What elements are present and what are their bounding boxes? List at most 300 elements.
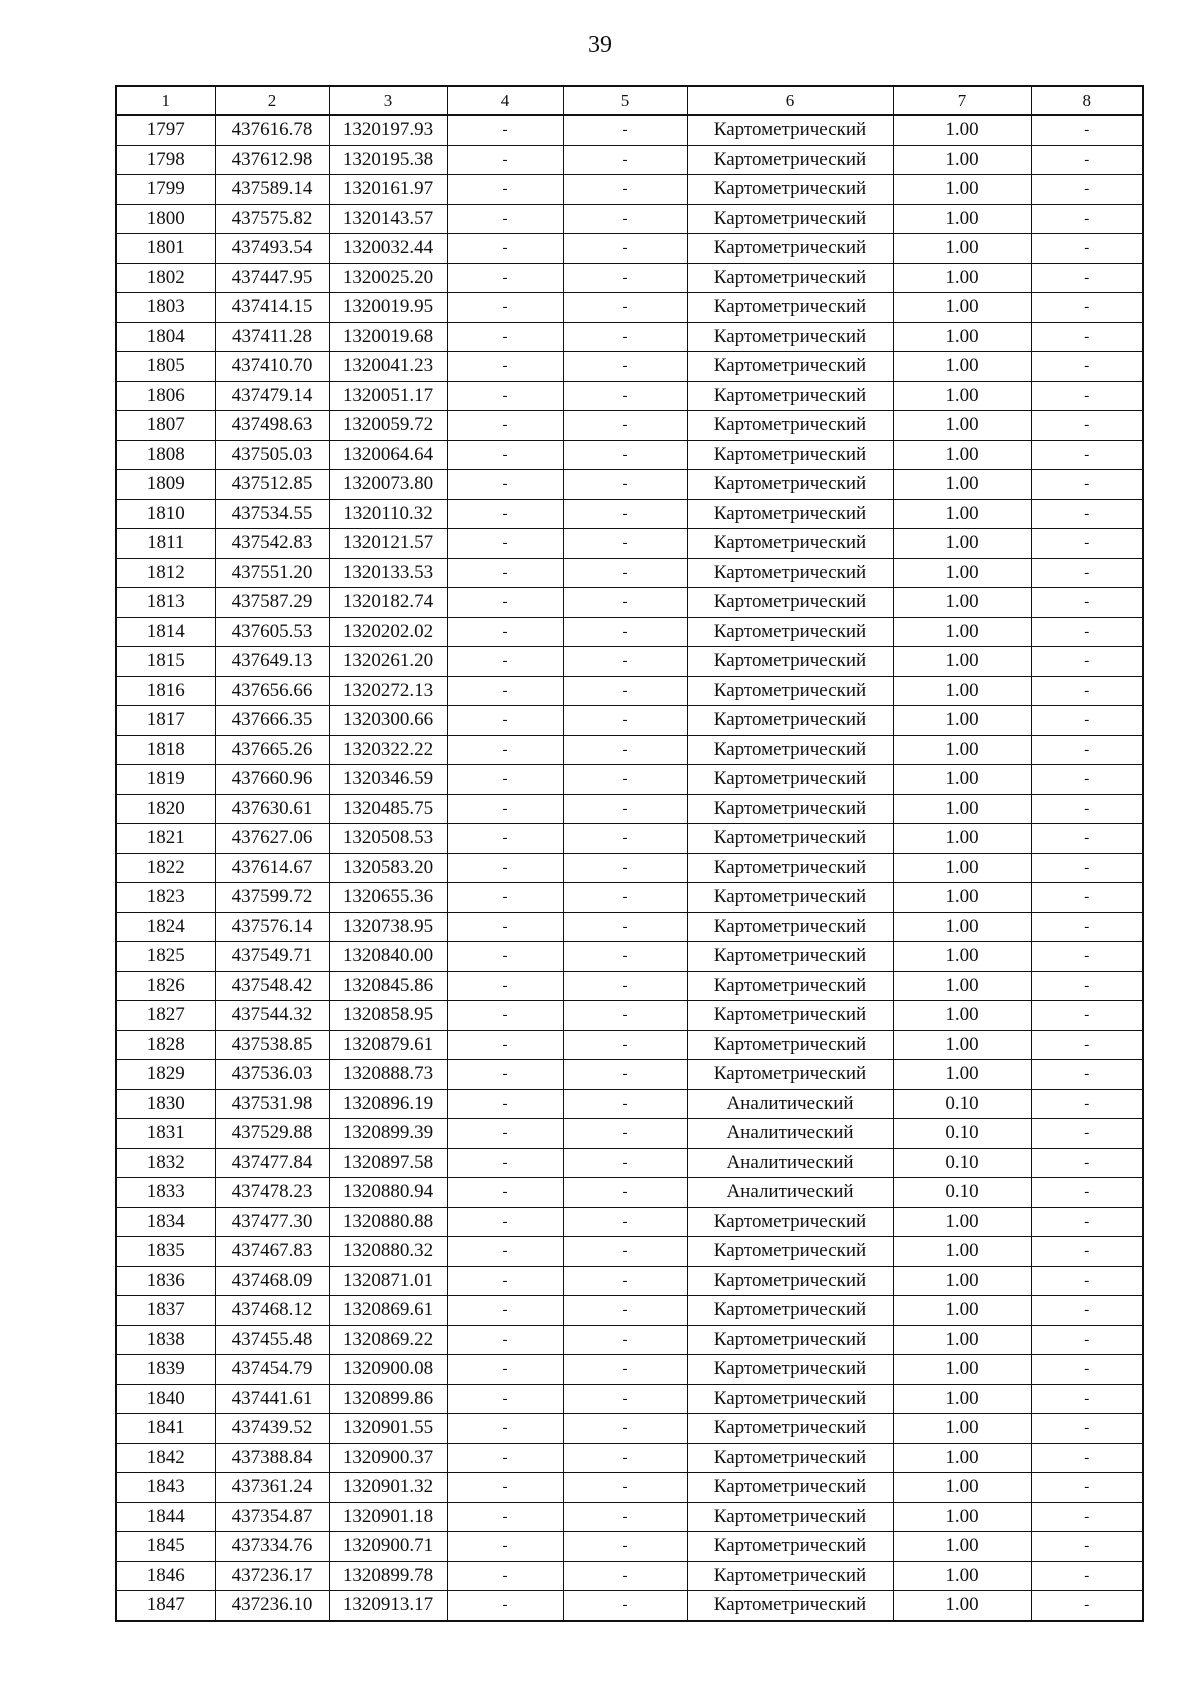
col-5-value-cell: -: [563, 381, 687, 411]
col-5-value-cell: -: [563, 263, 687, 293]
method-cell: Картометрический: [687, 735, 893, 765]
col-4-value-cell: -: [447, 794, 563, 824]
x-coordinate-cell: 437549.71: [215, 942, 329, 972]
table-row: [116, 1414, 1143, 1444]
x-coordinate-cell: 437616.78: [215, 115, 329, 145]
col-4-value-cell: -: [447, 1089, 563, 1119]
col-8-value-cell: -: [1031, 1178, 1143, 1208]
col-4-value-cell: -: [447, 1355, 563, 1385]
col-8-value-cell: -: [1031, 1443, 1143, 1473]
col-4-value-cell: -: [447, 175, 563, 205]
table-row: [116, 706, 1143, 736]
col-4-value-cell: -: [447, 1296, 563, 1326]
point-number-cell: 1818: [116, 735, 215, 765]
y-coordinate-cell: 1320346.59: [329, 765, 447, 795]
point-number-cell: 1809: [116, 470, 215, 500]
x-coordinate-cell: 437354.87: [215, 1502, 329, 1532]
y-coordinate-cell: 1320901.18: [329, 1502, 447, 1532]
table-row: [116, 1591, 1143, 1621]
table-row: [116, 499, 1143, 529]
accuracy-cell: 1.00: [893, 1443, 1031, 1473]
table-row: [116, 617, 1143, 647]
table-row: [116, 558, 1143, 588]
method-cell: Картометрический: [687, 440, 893, 470]
col-8-value-cell: -: [1031, 1473, 1143, 1503]
col-5-value-cell: -: [563, 794, 687, 824]
table-row: [116, 263, 1143, 293]
y-coordinate-cell: 1320738.95: [329, 912, 447, 942]
method-cell: Картометрический: [687, 824, 893, 854]
column-header: 1: [116, 86, 215, 115]
col-4-value-cell: -: [447, 1148, 563, 1178]
point-number-cell: 1824: [116, 912, 215, 942]
point-number-cell: 1845: [116, 1532, 215, 1562]
x-coordinate-cell: 437411.28: [215, 322, 329, 352]
col-5-value-cell: -: [563, 1148, 687, 1178]
method-cell: Картометрический: [687, 647, 893, 677]
x-coordinate-cell: 437531.98: [215, 1089, 329, 1119]
point-number-cell: 1821: [116, 824, 215, 854]
table-row: [116, 1296, 1143, 1326]
point-number-cell: 1816: [116, 676, 215, 706]
point-number-cell: 1836: [116, 1266, 215, 1296]
accuracy-cell: 1.00: [893, 735, 1031, 765]
accuracy-cell: 1.00: [893, 676, 1031, 706]
col-4-value-cell: -: [447, 322, 563, 352]
table-row: [116, 853, 1143, 883]
col-5-value-cell: -: [563, 1591, 687, 1621]
point-number-cell: 1813: [116, 588, 215, 618]
point-number-cell: 1806: [116, 381, 215, 411]
col-4-value-cell: -: [447, 470, 563, 500]
col-4-value-cell: -: [447, 115, 563, 145]
table-row: [116, 293, 1143, 323]
y-coordinate-cell: 1320899.39: [329, 1119, 447, 1149]
col-4-value-cell: -: [447, 1473, 563, 1503]
point-number-cell: 1815: [116, 647, 215, 677]
col-8-value-cell: -: [1031, 1060, 1143, 1090]
table-row: [116, 824, 1143, 854]
accuracy-cell: 1.00: [893, 1532, 1031, 1562]
col-8-value-cell: -: [1031, 381, 1143, 411]
method-cell: Картометрический: [687, 1591, 893, 1621]
method-cell: Картометрический: [687, 971, 893, 1001]
y-coordinate-cell: 1320840.00: [329, 942, 447, 972]
col-8-value-cell: -: [1031, 1001, 1143, 1031]
method-cell: Картометрический: [687, 588, 893, 618]
column-header: 6: [687, 86, 893, 115]
col-8-value-cell: -: [1031, 1148, 1143, 1178]
point-number-cell: 1828: [116, 1030, 215, 1060]
y-coordinate-cell: 1320901.55: [329, 1414, 447, 1444]
x-coordinate-cell: 437478.23: [215, 1178, 329, 1208]
col-4-value-cell: -: [447, 529, 563, 559]
point-number-cell: 1844: [116, 1502, 215, 1532]
col-5-value-cell: -: [563, 1119, 687, 1149]
x-coordinate-cell: 437538.85: [215, 1030, 329, 1060]
x-coordinate-cell: 437441.61: [215, 1384, 329, 1414]
col-8-value-cell: -: [1031, 263, 1143, 293]
x-coordinate-cell: 437627.06: [215, 824, 329, 854]
x-coordinate-cell: 437534.55: [215, 499, 329, 529]
col-5-value-cell: -: [563, 706, 687, 736]
accuracy-cell: 1.00: [893, 234, 1031, 264]
table-row: [116, 1237, 1143, 1267]
col-8-value-cell: -: [1031, 1355, 1143, 1385]
y-coordinate-cell: 1320880.94: [329, 1178, 447, 1208]
table-row: [116, 1089, 1143, 1119]
point-number-cell: 1804: [116, 322, 215, 352]
method-cell: Картометрический: [687, 145, 893, 175]
col-4-value-cell: -: [447, 1119, 563, 1149]
point-number-cell: 1834: [116, 1207, 215, 1237]
accuracy-cell: 1.00: [893, 352, 1031, 382]
accuracy-cell: 1.00: [893, 617, 1031, 647]
col-4-value-cell: -: [447, 942, 563, 972]
col-8-value-cell: -: [1031, 794, 1143, 824]
accuracy-cell: 1.00: [893, 942, 1031, 972]
column-header: 5: [563, 86, 687, 115]
point-number-cell: 1826: [116, 971, 215, 1001]
table-row: [116, 647, 1143, 677]
col-8-value-cell: -: [1031, 1414, 1143, 1444]
table-row: [116, 765, 1143, 795]
col-8-value-cell: -: [1031, 440, 1143, 470]
method-cell: Картометрический: [687, 558, 893, 588]
method-cell: Картометрический: [687, 1060, 893, 1090]
col-5-value-cell: -: [563, 145, 687, 175]
method-cell: Картометрический: [687, 706, 893, 736]
point-number-cell: 1827: [116, 1001, 215, 1031]
col-5-value-cell: -: [563, 824, 687, 854]
col-4-value-cell: -: [447, 440, 563, 470]
x-coordinate-cell: 437544.32: [215, 1001, 329, 1031]
table-row: [116, 1119, 1143, 1149]
col-4-value-cell: -: [447, 352, 563, 382]
col-5-value-cell: -: [563, 411, 687, 441]
point-number-cell: 1840: [116, 1384, 215, 1414]
col-8-value-cell: -: [1031, 1325, 1143, 1355]
table-row: [116, 1207, 1143, 1237]
col-8-value-cell: -: [1031, 883, 1143, 913]
y-coordinate-cell: 1320897.58: [329, 1148, 447, 1178]
col-5-value-cell: -: [563, 1178, 687, 1208]
x-coordinate-cell: 437529.88: [215, 1119, 329, 1149]
method-cell: Картометрический: [687, 411, 893, 441]
col-5-value-cell: -: [563, 1060, 687, 1090]
method-cell: Аналитический: [687, 1089, 893, 1119]
point-number-cell: 1799: [116, 175, 215, 205]
col-4-value-cell: -: [447, 1207, 563, 1237]
y-coordinate-cell: 1320896.19: [329, 1089, 447, 1119]
col-4-value-cell: -: [447, 1178, 563, 1208]
point-number-cell: 1814: [116, 617, 215, 647]
accuracy-cell: 1.00: [893, 706, 1031, 736]
y-coordinate-cell: 1320880.88: [329, 1207, 447, 1237]
x-coordinate-cell: 437605.53: [215, 617, 329, 647]
method-cell: Картометрический: [687, 1001, 893, 1031]
method-cell: Картометрический: [687, 1266, 893, 1296]
col-4-value-cell: -: [447, 1561, 563, 1591]
col-4-value-cell: -: [447, 381, 563, 411]
col-4-value-cell: -: [447, 1266, 563, 1296]
y-coordinate-cell: 1320143.57: [329, 204, 447, 234]
accuracy-cell: 1.00: [893, 558, 1031, 588]
x-coordinate-cell: 437576.14: [215, 912, 329, 942]
y-coordinate-cell: 1320508.53: [329, 824, 447, 854]
col-5-value-cell: -: [563, 912, 687, 942]
x-coordinate-cell: 437665.26: [215, 735, 329, 765]
method-cell: Аналитический: [687, 1148, 893, 1178]
col-8-value-cell: -: [1031, 499, 1143, 529]
y-coordinate-cell: 1320272.13: [329, 676, 447, 706]
method-cell: Картометрический: [687, 1237, 893, 1267]
accuracy-cell: 1.00: [893, 1414, 1031, 1444]
method-cell: Картометрический: [687, 942, 893, 972]
x-coordinate-cell: 437614.67: [215, 853, 329, 883]
method-cell: Картометрический: [687, 352, 893, 382]
y-coordinate-cell: 1320182.74: [329, 588, 447, 618]
method-cell: Картометрический: [687, 175, 893, 205]
point-number-cell: 1817: [116, 706, 215, 736]
y-coordinate-cell: 1320899.86: [329, 1384, 447, 1414]
col-8-value-cell: -: [1031, 912, 1143, 942]
col-5-value-cell: -: [563, 1502, 687, 1532]
x-coordinate-cell: 437410.70: [215, 352, 329, 382]
accuracy-cell: 1.00: [893, 1207, 1031, 1237]
point-number-cell: 1842: [116, 1443, 215, 1473]
col-5-value-cell: -: [563, 1473, 687, 1503]
y-coordinate-cell: 1320261.20: [329, 647, 447, 677]
col-5-value-cell: -: [563, 1089, 687, 1119]
accuracy-cell: 1.00: [893, 912, 1031, 942]
col-8-value-cell: -: [1031, 1384, 1143, 1414]
method-cell: Картометрический: [687, 1384, 893, 1414]
x-coordinate-cell: 437548.42: [215, 971, 329, 1001]
table-row: [116, 1266, 1143, 1296]
y-coordinate-cell: 1320032.44: [329, 234, 447, 264]
col-8-value-cell: -: [1031, 1266, 1143, 1296]
x-coordinate-cell: 437236.17: [215, 1561, 329, 1591]
table-row: [116, 588, 1143, 618]
y-coordinate-cell: 1320195.38: [329, 145, 447, 175]
x-coordinate-cell: 437477.30: [215, 1207, 329, 1237]
point-number-cell: 1837: [116, 1296, 215, 1326]
method-cell: Картометрический: [687, 853, 893, 883]
accuracy-cell: 1.00: [893, 853, 1031, 883]
y-coordinate-cell: 1320858.95: [329, 1001, 447, 1031]
method-cell: Картометрический: [687, 499, 893, 529]
col-5-value-cell: -: [563, 1414, 687, 1444]
point-number-cell: 1803: [116, 293, 215, 323]
method-cell: Картометрический: [687, 617, 893, 647]
y-coordinate-cell: 1320913.17: [329, 1591, 447, 1621]
method-cell: Картометрический: [687, 1355, 893, 1385]
point-number-cell: 1843: [116, 1473, 215, 1503]
y-coordinate-cell: 1320300.66: [329, 706, 447, 736]
table-header: [116, 86, 1143, 115]
accuracy-cell: 1.00: [893, 1473, 1031, 1503]
x-coordinate-cell: 437477.84: [215, 1148, 329, 1178]
accuracy-cell: 1.00: [893, 1502, 1031, 1532]
col-5-value-cell: -: [563, 735, 687, 765]
table-row: [116, 883, 1143, 913]
col-8-value-cell: -: [1031, 942, 1143, 972]
col-8-value-cell: -: [1031, 824, 1143, 854]
col-8-value-cell: -: [1031, 470, 1143, 500]
accuracy-cell: 0.10: [893, 1148, 1031, 1178]
accuracy-cell: 1.00: [893, 765, 1031, 795]
accuracy-cell: 1.00: [893, 322, 1031, 352]
x-coordinate-cell: 437599.72: [215, 883, 329, 913]
accuracy-cell: 0.10: [893, 1119, 1031, 1149]
accuracy-cell: 1.00: [893, 794, 1031, 824]
table-row: [116, 1030, 1143, 1060]
x-coordinate-cell: 437505.03: [215, 440, 329, 470]
col-5-value-cell: -: [563, 1384, 687, 1414]
y-coordinate-cell: 1320121.57: [329, 529, 447, 559]
accuracy-cell: 1.00: [893, 971, 1031, 1001]
accuracy-cell: 1.00: [893, 1001, 1031, 1031]
col-8-value-cell: -: [1031, 1296, 1143, 1326]
col-5-value-cell: -: [563, 529, 687, 559]
table-body: [116, 115, 1143, 1621]
point-number-cell: 1808: [116, 440, 215, 470]
x-coordinate-cell: 437542.83: [215, 529, 329, 559]
y-coordinate-cell: 1320901.32: [329, 1473, 447, 1503]
point-number-cell: 1822: [116, 853, 215, 883]
x-coordinate-cell: 437589.14: [215, 175, 329, 205]
y-coordinate-cell: 1320161.97: [329, 175, 447, 205]
accuracy-cell: 1.00: [893, 1237, 1031, 1267]
x-coordinate-cell: 437512.85: [215, 470, 329, 500]
y-coordinate-cell: 1320845.86: [329, 971, 447, 1001]
accuracy-cell: 1.00: [893, 1561, 1031, 1591]
y-coordinate-cell: 1320888.73: [329, 1060, 447, 1090]
table-row: [116, 1561, 1143, 1591]
col-5-value-cell: -: [563, 470, 687, 500]
table-row: [116, 1178, 1143, 1208]
method-cell: Аналитический: [687, 1119, 893, 1149]
method-cell: Картометрический: [687, 322, 893, 352]
col-5-value-cell: -: [563, 440, 687, 470]
table-row: [116, 175, 1143, 205]
method-cell: Картометрический: [687, 204, 893, 234]
x-coordinate-cell: 437468.12: [215, 1296, 329, 1326]
column-header: 4: [447, 86, 563, 115]
col-5-value-cell: -: [563, 558, 687, 588]
x-coordinate-cell: 437454.79: [215, 1355, 329, 1385]
col-8-value-cell: -: [1031, 115, 1143, 145]
y-coordinate-cell: 1320019.95: [329, 293, 447, 323]
table-row: [116, 440, 1143, 470]
col-8-value-cell: -: [1031, 765, 1143, 795]
col-8-value-cell: -: [1031, 735, 1143, 765]
col-8-value-cell: -: [1031, 558, 1143, 588]
x-coordinate-cell: 437236.10: [215, 1591, 329, 1621]
col-4-value-cell: -: [447, 765, 563, 795]
table-row: [116, 1001, 1143, 1031]
col-4-value-cell: -: [447, 883, 563, 913]
col-4-value-cell: -: [447, 1237, 563, 1267]
method-cell: Картометрический: [687, 293, 893, 323]
y-coordinate-cell: 1320655.36: [329, 883, 447, 913]
method-cell: Картометрический: [687, 1443, 893, 1473]
col-8-value-cell: -: [1031, 1207, 1143, 1237]
col-5-value-cell: -: [563, 1325, 687, 1355]
x-coordinate-cell: 437630.61: [215, 794, 329, 824]
col-8-value-cell: -: [1031, 588, 1143, 618]
col-5-value-cell: -: [563, 883, 687, 913]
method-cell: Картометрический: [687, 794, 893, 824]
point-number-cell: 1823: [116, 883, 215, 913]
x-coordinate-cell: 437467.83: [215, 1237, 329, 1267]
col-8-value-cell: -: [1031, 322, 1143, 352]
y-coordinate-cell: 1320322.22: [329, 735, 447, 765]
col-8-value-cell: -: [1031, 971, 1143, 1001]
accuracy-cell: 1.00: [893, 1325, 1031, 1355]
column-header: 3: [329, 86, 447, 115]
x-coordinate-cell: 437649.13: [215, 647, 329, 677]
col-8-value-cell: -: [1031, 411, 1143, 441]
table-row: [116, 676, 1143, 706]
y-coordinate-cell: 1320899.78: [329, 1561, 447, 1591]
x-coordinate-cell: 437656.66: [215, 676, 329, 706]
point-number-cell: 1800: [116, 204, 215, 234]
point-number-cell: 1829: [116, 1060, 215, 1090]
x-coordinate-cell: 437361.24: [215, 1473, 329, 1503]
point-number-cell: 1812: [116, 558, 215, 588]
method-cell: Картометрический: [687, 381, 893, 411]
method-cell: Картометрический: [687, 883, 893, 913]
col-4-value-cell: -: [447, 145, 563, 175]
method-cell: Картометрический: [687, 676, 893, 706]
accuracy-cell: 1.00: [893, 1384, 1031, 1414]
y-coordinate-cell: 1320879.61: [329, 1030, 447, 1060]
point-number-cell: 1810: [116, 499, 215, 529]
col-8-value-cell: -: [1031, 352, 1143, 382]
col-5-value-cell: -: [563, 175, 687, 205]
point-number-cell: 1833: [116, 1178, 215, 1208]
accuracy-cell: 1.00: [893, 440, 1031, 470]
accuracy-cell: 1.00: [893, 529, 1031, 559]
table-row: [116, 1502, 1143, 1532]
point-number-cell: 1820: [116, 794, 215, 824]
col-4-value-cell: -: [447, 706, 563, 736]
y-coordinate-cell: 1320019.68: [329, 322, 447, 352]
col-4-value-cell: -: [447, 647, 563, 677]
table-row: [116, 735, 1143, 765]
y-coordinate-cell: 1320869.61: [329, 1296, 447, 1326]
col-8-value-cell: -: [1031, 1030, 1143, 1060]
x-coordinate-cell: 437551.20: [215, 558, 329, 588]
col-5-value-cell: -: [563, 1207, 687, 1237]
table-row: [116, 1384, 1143, 1414]
method-cell: Картометрический: [687, 529, 893, 559]
col-5-value-cell: -: [563, 352, 687, 382]
col-4-value-cell: -: [447, 293, 563, 323]
method-cell: Картометрический: [687, 1561, 893, 1591]
col-4-value-cell: -: [447, 971, 563, 1001]
col-5-value-cell: -: [563, 204, 687, 234]
coordinates-table: [115, 85, 1144, 1622]
col-8-value-cell: -: [1031, 293, 1143, 323]
method-cell: Картометрический: [687, 234, 893, 264]
y-coordinate-cell: 1320202.02: [329, 617, 447, 647]
col-4-value-cell: -: [447, 1414, 563, 1444]
accuracy-cell: 1.00: [893, 204, 1031, 234]
accuracy-cell: 1.00: [893, 411, 1031, 441]
